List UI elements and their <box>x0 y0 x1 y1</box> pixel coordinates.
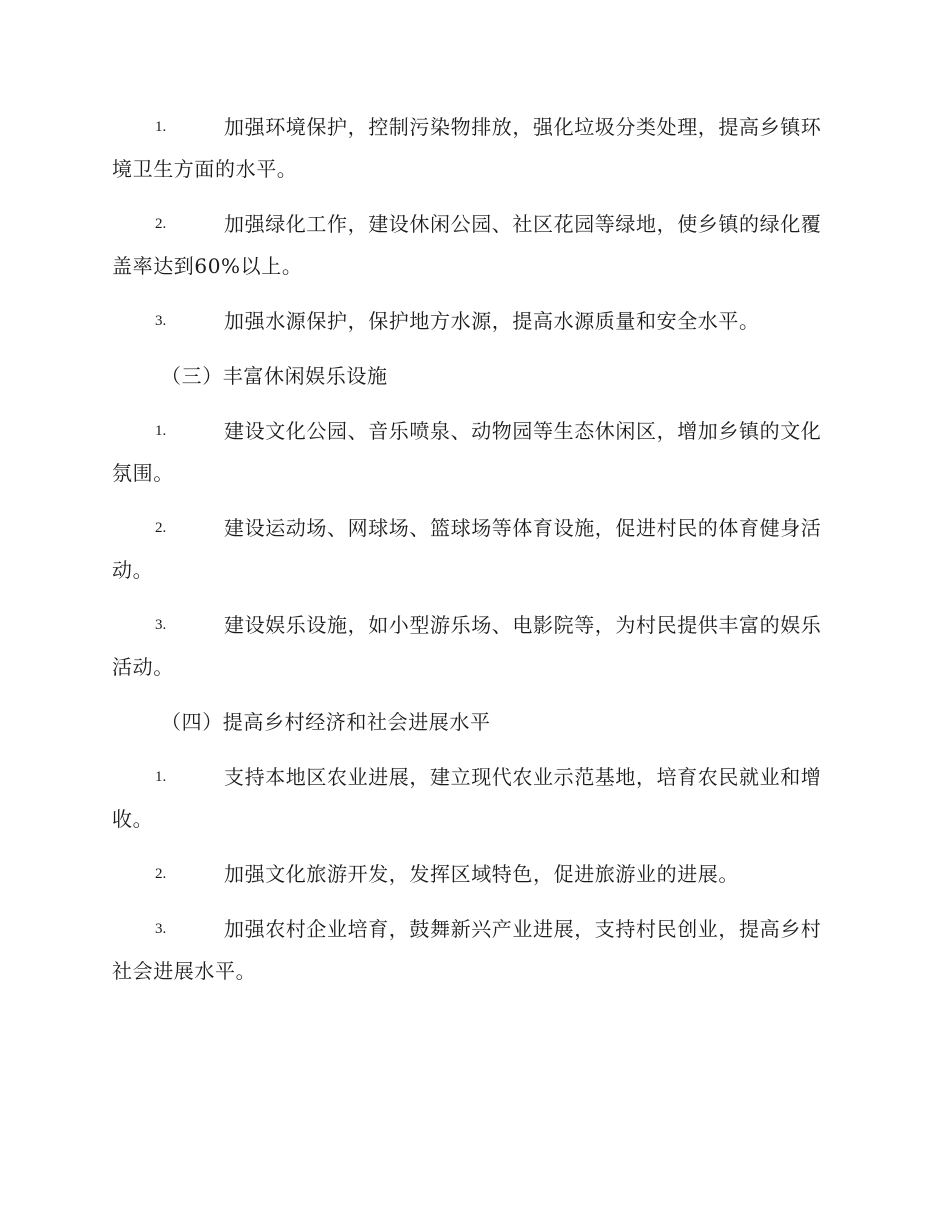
list-item-text: 加强文化旅游开发，发挥区域特色，促进旅游业的进展。 <box>224 862 739 886</box>
section-heading-text: （三）丰富休闲娱乐设施 <box>161 364 388 388</box>
list-item <box>112 507 834 591</box>
list-item-text: 加强水源保护，保护地方水源，提高水源质量和安全水平。 <box>224 309 760 333</box>
list-item-text: 加强农村企业培育，鼓舞新兴产业进展，支持村民创业，提高乡村社会进展水平。 <box>112 917 822 983</box>
list-item <box>112 756 834 840</box>
list-item <box>112 203 834 287</box>
list-item-number: 3. <box>155 313 167 329</box>
list-item <box>112 908 834 992</box>
list-item-text: 加强绿化工作，建设休闲公园、社区花园等绿地，使乡镇的绿化覆盖率达到60%以上。 <box>112 212 822 278</box>
list-item <box>112 106 834 190</box>
list-item-number: 2. <box>155 520 167 536</box>
list-item-text: 建设文化公园、音乐喷泉、动物园等生态休闲区，增加乡镇的文化氛围。 <box>112 419 822 485</box>
list-item-text: 支持本地区农业进展，建立现代农业示范基地，培育农民就业和增收。 <box>112 765 822 831</box>
list-item <box>112 300 834 342</box>
list-item-number: 3. <box>155 617 167 633</box>
list-item <box>112 604 834 688</box>
document-body <box>112 106 834 1005</box>
list-item-text: 加强环境保护，控制污染物排放，强化垃圾分类处理，提高乡镇环境卫生方面的水平。 <box>112 115 822 181</box>
section-heading <box>112 355 834 397</box>
list-item-number: 3. <box>155 921 167 937</box>
list-item-number: 1. <box>155 769 167 785</box>
list-item-number: 2. <box>155 216 167 232</box>
section-heading <box>112 701 834 743</box>
list-item-number: 2. <box>155 866 167 882</box>
section-heading-text: （四）提高乡村经济和社会进展水平 <box>161 710 491 734</box>
list-item-text: 建设娱乐设施，如小型游乐场、电影院等，为村民提供丰富的娱乐活动。 <box>112 613 822 679</box>
list-item-number: 1. <box>155 119 167 135</box>
list-item <box>112 410 834 494</box>
list-item <box>112 853 834 895</box>
list-item-number: 1. <box>155 423 167 439</box>
list-item-text: 建设运动场、网球场、篮球场等体育设施，促进村民的体育健身活动。 <box>112 516 822 582</box>
